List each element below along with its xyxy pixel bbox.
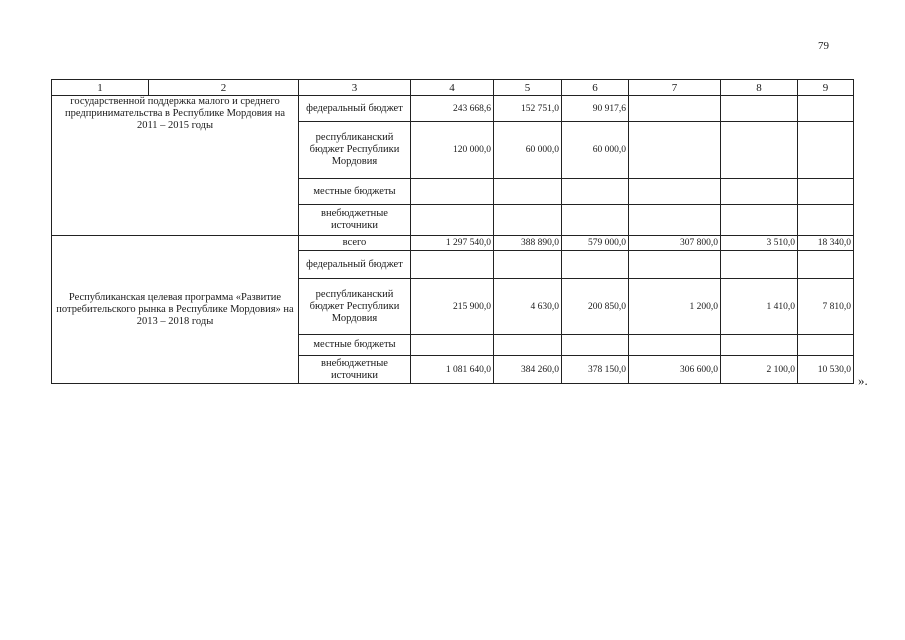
value-cell: 60 000,0 — [562, 122, 629, 179]
value-cell: 90 917,6 — [562, 96, 629, 122]
funding-source: федеральный бюджет — [299, 96, 411, 122]
value-cell — [798, 205, 854, 236]
column-header: 3 — [299, 80, 411, 96]
value-cell: 1 081 640,0 — [411, 356, 494, 384]
value-cell: 200 850,0 — [562, 279, 629, 335]
value-cell: 1 200,0 — [629, 279, 721, 335]
column-header: 4 — [411, 80, 494, 96]
column-header-row — [52, 80, 854, 96]
value-cell — [562, 335, 629, 356]
value-cell: 307 800,0 — [629, 236, 721, 251]
table-row — [52, 236, 854, 251]
funding-source: федеральный бюджет — [299, 251, 411, 279]
value-cell — [629, 96, 721, 122]
value-cell: 2 100,0 — [721, 356, 798, 384]
column-header: 9 — [798, 80, 854, 96]
value-cell — [629, 179, 721, 205]
value-cell: 388 890,0 — [494, 236, 562, 251]
value-cell — [721, 335, 798, 356]
value-cell — [562, 251, 629, 279]
value-cell: 4 630,0 — [494, 279, 562, 335]
funding-source: республиканский бюджет Республики Мордовия — [299, 122, 411, 179]
column-header: 5 — [494, 80, 562, 96]
value-cell: 306 600,0 — [629, 356, 721, 384]
value-cell — [494, 335, 562, 356]
value-cell — [494, 205, 562, 236]
value-cell — [721, 96, 798, 122]
funding-source: внебюджетные источники — [299, 205, 411, 236]
value-cell — [721, 251, 798, 279]
value-cell: 579 000,0 — [562, 236, 629, 251]
value-cell — [798, 179, 854, 205]
value-cell: 243 668,6 — [411, 96, 494, 122]
value-cell — [798, 335, 854, 356]
page-number: 79 — [818, 40, 829, 52]
value-cell: 1 410,0 — [721, 279, 798, 335]
value-cell: 60 000,0 — [494, 122, 562, 179]
column-header: 8 — [721, 80, 798, 96]
value-cell: 18 340,0 — [798, 236, 854, 251]
column-header: 2 — [149, 80, 299, 96]
value-cell — [798, 96, 854, 122]
value-cell: 7 810,0 — [798, 279, 854, 335]
program-name-cell: Республиканская целевая программа «Развитие потребительского рынка в Республике Мордовия» на 2013 – 2018 годы — [52, 236, 299, 384]
value-cell — [629, 251, 721, 279]
value-cell — [721, 179, 798, 205]
funding-source: местные бюджеты — [299, 179, 411, 205]
value-cell — [562, 179, 629, 205]
value-cell — [629, 335, 721, 356]
value-cell: 3 510,0 — [721, 236, 798, 251]
value-cell: 152 751,0 — [494, 96, 562, 122]
closing-quote-mark: ». — [858, 373, 868, 388]
column-header: 6 — [562, 80, 629, 96]
value-cell — [411, 251, 494, 279]
funding-source: местные бюджеты — [299, 335, 411, 356]
value-cell — [562, 205, 629, 236]
value-cell: 215 900,0 — [411, 279, 494, 335]
value-cell — [494, 179, 562, 205]
value-cell — [494, 251, 562, 279]
program-name-cell: государственной поддержка малого и среднего предпринимательства в Республике Мордовия на 2011 – 2015 годы — [52, 96, 299, 236]
value-cell — [629, 205, 721, 236]
value-cell — [798, 251, 854, 279]
value-cell — [411, 335, 494, 356]
value-cell — [721, 122, 798, 179]
column-header: 1 — [52, 80, 149, 96]
value-cell — [798, 122, 854, 179]
funding-source: всего — [299, 236, 411, 251]
table-row — [52, 96, 854, 122]
value-cell: 384 260,0 — [494, 356, 562, 384]
value-cell — [721, 205, 798, 236]
value-cell — [629, 122, 721, 179]
value-cell: 378 150,0 — [562, 356, 629, 384]
value-cell: 1 297 540,0 — [411, 236, 494, 251]
value-cell — [411, 205, 494, 236]
funding-source: внебюджетные источники — [299, 356, 411, 384]
value-cell: 10 530,0 — [798, 356, 854, 384]
funding-source: республиканский бюджет Республики Мордовия — [299, 279, 411, 335]
value-cell — [411, 179, 494, 205]
budget-table — [51, 79, 854, 384]
value-cell: 120 000,0 — [411, 122, 494, 179]
column-header: 7 — [629, 80, 721, 96]
